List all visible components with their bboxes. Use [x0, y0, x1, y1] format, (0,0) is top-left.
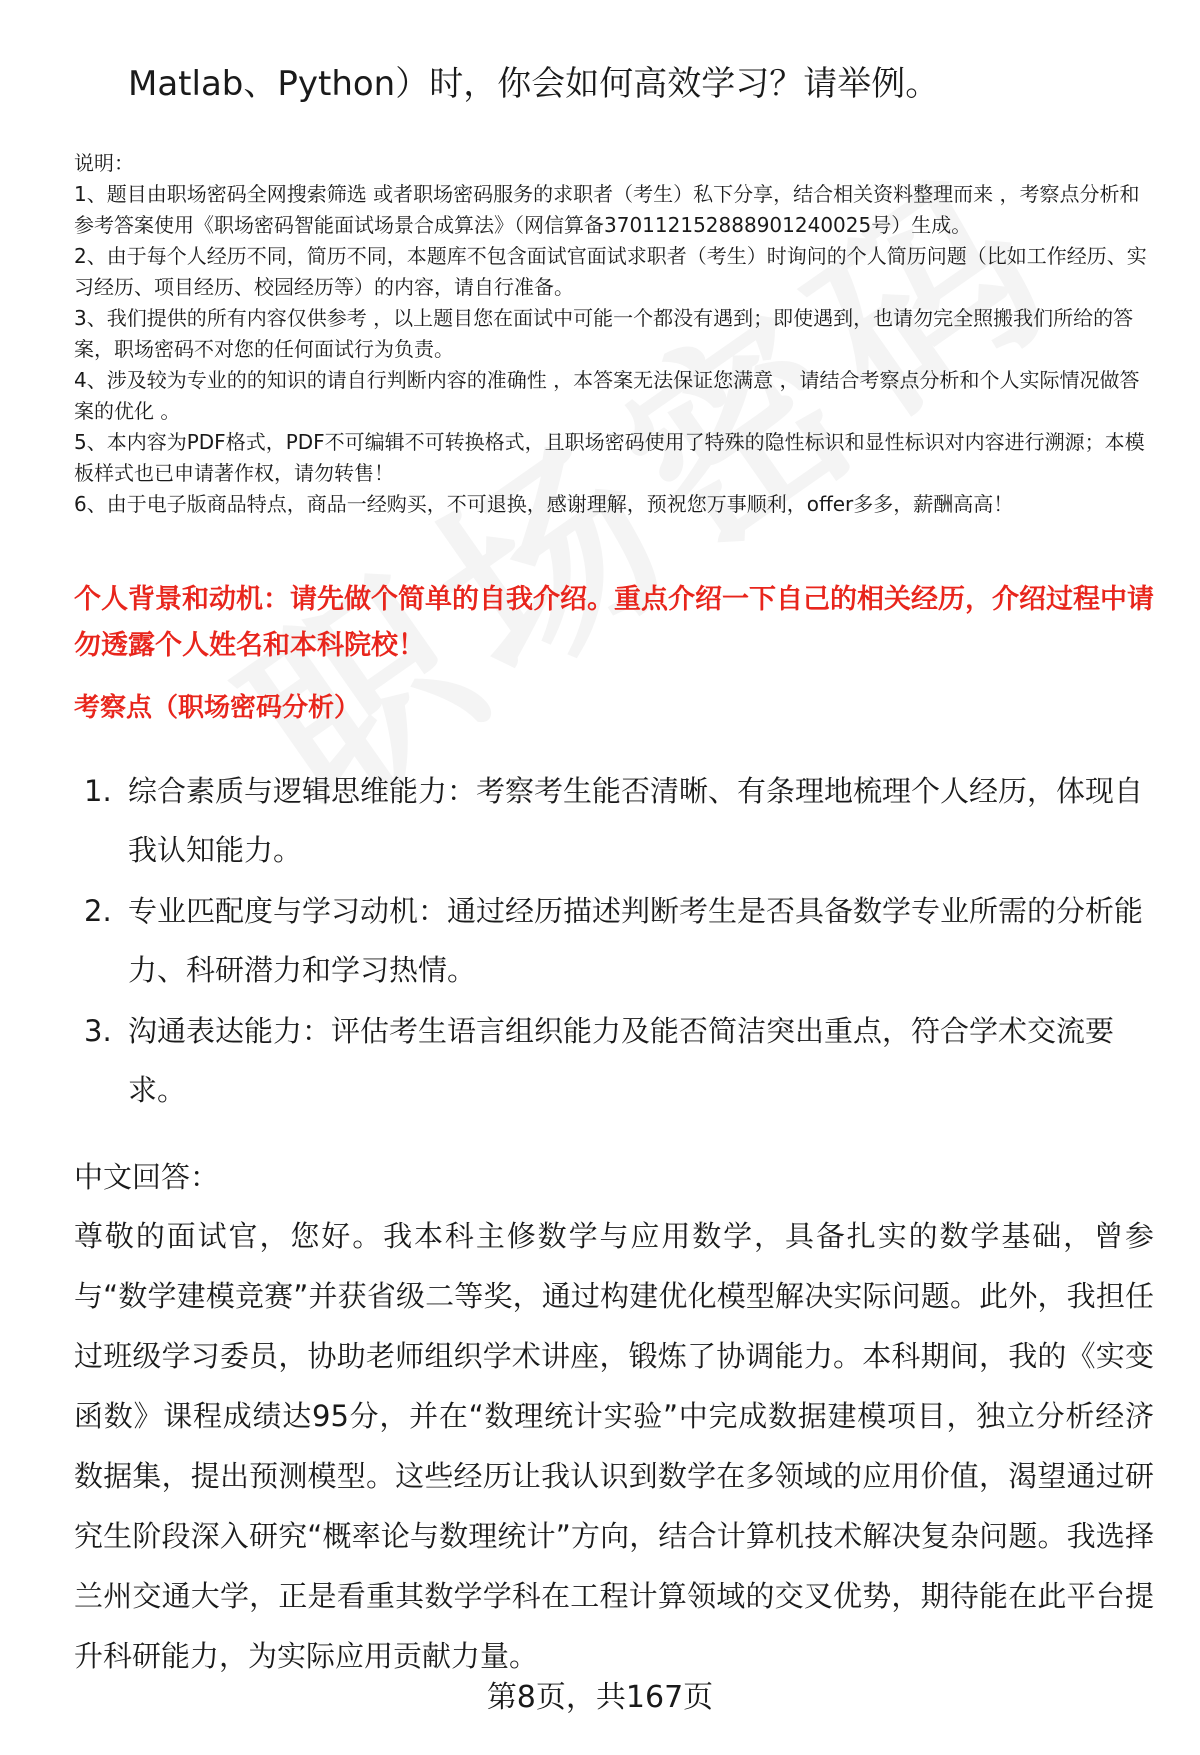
analysis-heading: 考察点（职场密码分析） [74, 693, 361, 723]
note-item: 1、题目由职场密码全网搜索筛选 或者职场密码服务的求职者（考生）私下分享，结合相关资料整理而来 ，考察点分析和参考答案使用《职场密码智能面试场景合成算法》（网信算备370112152888901240025号）生成。 [74, 182, 1140, 237]
point-number: 2. [84, 894, 112, 928]
analysis-point [84, 762, 1154, 880]
notes-section [74, 148, 1154, 520]
analysis-points [84, 762, 1154, 1122]
analysis-point [84, 1002, 1154, 1120]
point-text: 沟通表达能力：评估考生语言组织能力及能否简洁突出重点，符合学术交流要求。 [128, 1014, 1115, 1107]
note-item: 2、由于每个人经历不同，简历不同，本题库不包含面试官面试求职者（考生）时询问的个人简历问题（比如工作经历、实习经历、项目经历、校园经历等）的内容，请自行准备。 [74, 244, 1147, 299]
answer-label: 中文回答： [74, 1160, 220, 1194]
point-number: 3. [84, 1014, 112, 1048]
question-continuation: Matlab、Python）时，你会如何高效学习？请举例。 [128, 64, 940, 104]
point-text: 专业匹配度与学习动机：通过经历描述判断考生是否具备数学专业所需的分析能力、科研潜力和学习热情。 [128, 894, 1144, 987]
note-item: 3、我们提供的所有内容仅供参考 ，以上题目您在面试中可能一个都没有遇到；即使遇到，也请勿完全照搬我们所给的答案，职场密码不对您的任何面试行为负责。 [74, 306, 1134, 361]
page-footer: 第8页，共167页 [486, 1680, 714, 1715]
question-heading: 个人背景和动机：请先做个简单的自我介绍。重点介绍一下自己的相关经历，介绍过程中请勿透露个人姓名和本科院校！ [74, 584, 1154, 661]
note-item: 5、本内容为PDF格式，PDF不可编辑不可转换格式，且职场密码使用了特殊的隐性标识和显性标识对内容进行溯源；本模板样式也已申请著作权，请勿转售！ [74, 430, 1145, 485]
note-item: 6、由于电子版商品特点，商品一经购买，不可退换，感谢理解，预祝您万事顺利，offer多多，薪酬高高！ [74, 492, 1014, 516]
point-number: 1. [84, 774, 112, 808]
point-text: 综合素质与逻辑思维能力：考察考生能否清晰、有条理地梳理个人经历，体现自我认知能力。 [128, 774, 1144, 867]
answer-body: 尊敬的面试官，您好。我本科主修数学与应用数学，具备扎实的数学基础，曾参与“数学建模竞赛”并获省级二等奖，通过构建优化模型解决实际问题。此外，我担任过班级学习委员，协助老师组织学术讲座，锻炼了协调能力。本科期间，我的《实变函数》课程成绩达95分，并在“数理统计实验”中完成数据建模项目，独立分析经济数据集，提出预测模型。这些经历让我认识到数学在多领域的应用价值，渴望通过研究生阶段深入研究“概率论与数理统计”方向，结合计算机技术解决复杂问题。我选择兰州交通大学，正是看重其数学学科在工程计算领域的交叉优势，期待能在此平台提升科研能力，为实际应用贡献力量。 [74, 1219, 1154, 1673]
note-item: 4、涉及较为专业的的知识的请自行判断内容的准确性 ，本答案无法保证您满意 ，请结合考察点分析和个人实际情况做答案的优化 。 [74, 368, 1140, 423]
notes-title: 说明： [74, 151, 134, 175]
analysis-point [84, 882, 1154, 1000]
